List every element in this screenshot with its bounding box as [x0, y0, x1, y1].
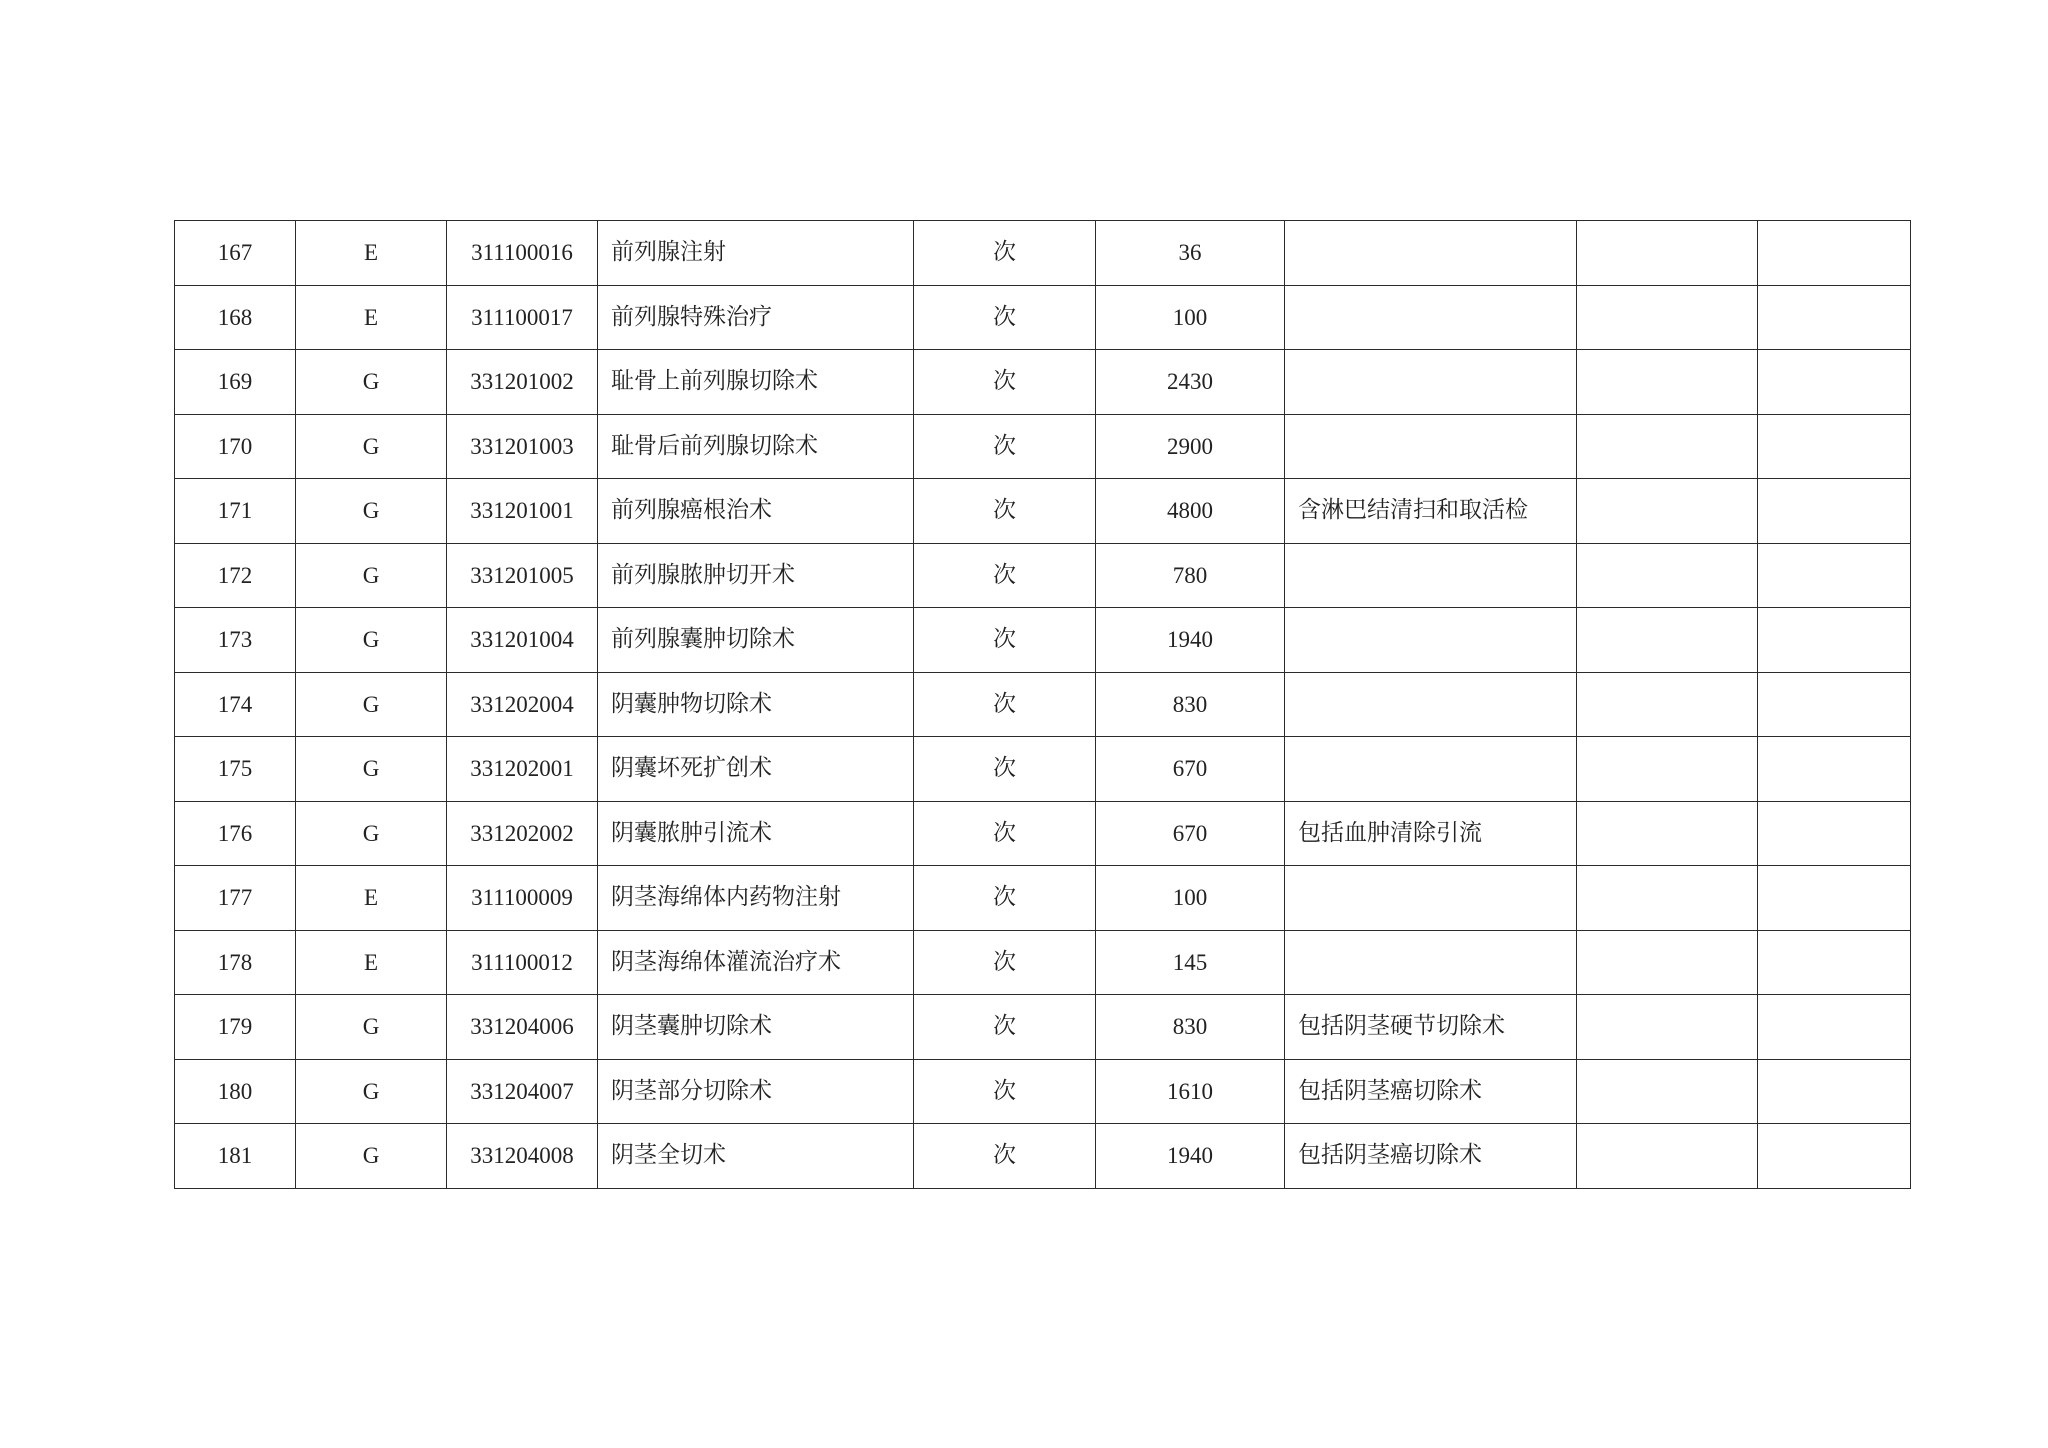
cell-index: 177 [175, 866, 296, 931]
cell-unit: 次 [914, 866, 1096, 931]
cell-extra-1 [1577, 930, 1758, 995]
cell-price: 1940 [1096, 608, 1285, 673]
cell-price: 830 [1096, 672, 1285, 737]
cell-code: 331201003 [447, 414, 598, 479]
cell-unit: 次 [914, 414, 1096, 479]
cell-extra-2 [1758, 1124, 1911, 1189]
cell-extra-1 [1577, 737, 1758, 802]
cell-extra-2 [1758, 866, 1911, 931]
cell-index: 171 [175, 479, 296, 544]
cell-item-name: 前列腺特殊治疗 [598, 285, 914, 350]
cell-unit: 次 [914, 672, 1096, 737]
cell-extra-1 [1577, 285, 1758, 350]
cell-extra-2 [1758, 543, 1911, 608]
cell-code: 331201004 [447, 608, 598, 673]
cell-unit: 次 [914, 930, 1096, 995]
table-row [175, 414, 1911, 479]
cell-price: 670 [1096, 737, 1285, 802]
cell-extra-1 [1577, 1059, 1758, 1124]
cell-price: 100 [1096, 866, 1285, 931]
table-body [175, 221, 1911, 1189]
cell-code: 311100009 [447, 866, 598, 931]
cell-note [1285, 350, 1577, 415]
cell-category: E [296, 930, 447, 995]
cell-unit: 次 [914, 995, 1096, 1060]
cell-price: 670 [1096, 801, 1285, 866]
cell-extra-1 [1577, 350, 1758, 415]
cell-note [1285, 608, 1577, 673]
cell-note [1285, 672, 1577, 737]
cell-note: 包括阴茎癌切除术 [1285, 1059, 1577, 1124]
cell-item-name: 耻骨后前列腺切除术 [598, 414, 914, 479]
table-row [175, 1124, 1911, 1189]
table-row [175, 672, 1911, 737]
cell-category: G [296, 995, 447, 1060]
cell-index: 169 [175, 350, 296, 415]
cell-category: G [296, 543, 447, 608]
cell-extra-2 [1758, 285, 1911, 350]
cell-category: G [296, 350, 447, 415]
table-row [175, 995, 1911, 1060]
cell-index: 170 [175, 414, 296, 479]
cell-item-name: 前列腺注射 [598, 221, 914, 286]
cell-code: 331201001 [447, 479, 598, 544]
cell-price: 100 [1096, 285, 1285, 350]
cell-note: 包括阴茎癌切除术 [1285, 1124, 1577, 1189]
cell-category: E [296, 221, 447, 286]
cell-price: 830 [1096, 995, 1285, 1060]
cell-index: 180 [175, 1059, 296, 1124]
cell-price: 2900 [1096, 414, 1285, 479]
price-table [174, 220, 1911, 1189]
cell-index: 174 [175, 672, 296, 737]
cell-index: 176 [175, 801, 296, 866]
cell-extra-2 [1758, 479, 1911, 544]
cell-extra-1 [1577, 672, 1758, 737]
cell-index: 167 [175, 221, 296, 286]
cell-code: 311100017 [447, 285, 598, 350]
cell-unit: 次 [914, 221, 1096, 286]
cell-item-name: 前列腺囊肿切除术 [598, 608, 914, 673]
cell-code: 331204007 [447, 1059, 598, 1124]
table-row [175, 479, 1911, 544]
cell-index: 172 [175, 543, 296, 608]
table-row [175, 1059, 1911, 1124]
cell-price: 4800 [1096, 479, 1285, 544]
table-row [175, 608, 1911, 673]
table-row [175, 543, 1911, 608]
cell-extra-2 [1758, 672, 1911, 737]
cell-price: 36 [1096, 221, 1285, 286]
cell-category: G [296, 1059, 447, 1124]
cell-code: 331202002 [447, 801, 598, 866]
table-row [175, 285, 1911, 350]
table-row [175, 350, 1911, 415]
cell-index: 179 [175, 995, 296, 1060]
cell-item-name: 耻骨上前列腺切除术 [598, 350, 914, 415]
cell-item-name: 阴茎海绵体内药物注射 [598, 866, 914, 931]
cell-code: 331204006 [447, 995, 598, 1060]
cell-note: 含淋巴结清扫和取活检 [1285, 479, 1577, 544]
cell-unit: 次 [914, 737, 1096, 802]
cell-extra-1 [1577, 414, 1758, 479]
cell-unit: 次 [914, 801, 1096, 866]
cell-code: 331204008 [447, 1124, 598, 1189]
cell-extra-2 [1758, 414, 1911, 479]
cell-category: G [296, 672, 447, 737]
cell-extra-1 [1577, 1124, 1758, 1189]
cell-note [1285, 414, 1577, 479]
cell-note [1285, 221, 1577, 286]
cell-note [1285, 866, 1577, 931]
cell-category: G [296, 608, 447, 673]
cell-unit: 次 [914, 479, 1096, 544]
cell-note: 包括阴茎硬节切除术 [1285, 995, 1577, 1060]
cell-extra-1 [1577, 608, 1758, 673]
cell-category: G [296, 414, 447, 479]
cell-category: G [296, 801, 447, 866]
cell-category: E [296, 285, 447, 350]
cell-category: G [296, 1124, 447, 1189]
cell-item-name: 阴囊肿物切除术 [598, 672, 914, 737]
cell-category: G [296, 479, 447, 544]
cell-item-name: 阴囊坏死扩创术 [598, 737, 914, 802]
cell-extra-1 [1577, 479, 1758, 544]
table-row [175, 801, 1911, 866]
cell-extra-2 [1758, 995, 1911, 1060]
cell-extra-1 [1577, 543, 1758, 608]
cell-unit: 次 [914, 608, 1096, 673]
cell-index: 181 [175, 1124, 296, 1189]
cell-extra-2 [1758, 801, 1911, 866]
cell-item-name: 前列腺癌根治术 [598, 479, 914, 544]
cell-index: 168 [175, 285, 296, 350]
cell-price: 1610 [1096, 1059, 1285, 1124]
cell-note [1285, 930, 1577, 995]
cell-price: 2430 [1096, 350, 1285, 415]
cell-unit: 次 [914, 285, 1096, 350]
cell-item-name: 阴茎部分切除术 [598, 1059, 914, 1124]
cell-code: 331202004 [447, 672, 598, 737]
cell-category: G [296, 737, 447, 802]
cell-extra-2 [1758, 350, 1911, 415]
table-row [175, 866, 1911, 931]
cell-extra-1 [1577, 221, 1758, 286]
cell-note [1285, 737, 1577, 802]
cell-extra-2 [1758, 737, 1911, 802]
cell-extra-2 [1758, 221, 1911, 286]
cell-item-name: 阴茎全切术 [598, 1124, 914, 1189]
cell-unit: 次 [914, 1059, 1096, 1124]
table-row [175, 930, 1911, 995]
cell-extra-1 [1577, 801, 1758, 866]
cell-index: 178 [175, 930, 296, 995]
cell-extra-1 [1577, 995, 1758, 1060]
cell-code: 311100012 [447, 930, 598, 995]
cell-item-name: 前列腺脓肿切开术 [598, 543, 914, 608]
cell-code: 331202001 [447, 737, 598, 802]
cell-note: 包括血肿清除引流 [1285, 801, 1577, 866]
cell-unit: 次 [914, 1124, 1096, 1189]
cell-extra-2 [1758, 608, 1911, 673]
cell-unit: 次 [914, 350, 1096, 415]
cell-code: 331201005 [447, 543, 598, 608]
cell-price: 145 [1096, 930, 1285, 995]
cell-extra-2 [1758, 1059, 1911, 1124]
cell-note [1285, 285, 1577, 350]
cell-code: 311100016 [447, 221, 598, 286]
cell-unit: 次 [914, 543, 1096, 608]
cell-category: E [296, 866, 447, 931]
cell-index: 175 [175, 737, 296, 802]
cell-price: 780 [1096, 543, 1285, 608]
table-row [175, 221, 1911, 286]
cell-extra-1 [1577, 866, 1758, 931]
cell-price: 1940 [1096, 1124, 1285, 1189]
cell-note [1285, 543, 1577, 608]
cell-index: 173 [175, 608, 296, 673]
cell-extra-2 [1758, 930, 1911, 995]
cell-item-name: 阴茎海绵体灌流治疗术 [598, 930, 914, 995]
table-row [175, 737, 1911, 802]
cell-code: 331201002 [447, 350, 598, 415]
cell-item-name: 阴囊脓肿引流术 [598, 801, 914, 866]
cell-item-name: 阴茎囊肿切除术 [598, 995, 914, 1060]
